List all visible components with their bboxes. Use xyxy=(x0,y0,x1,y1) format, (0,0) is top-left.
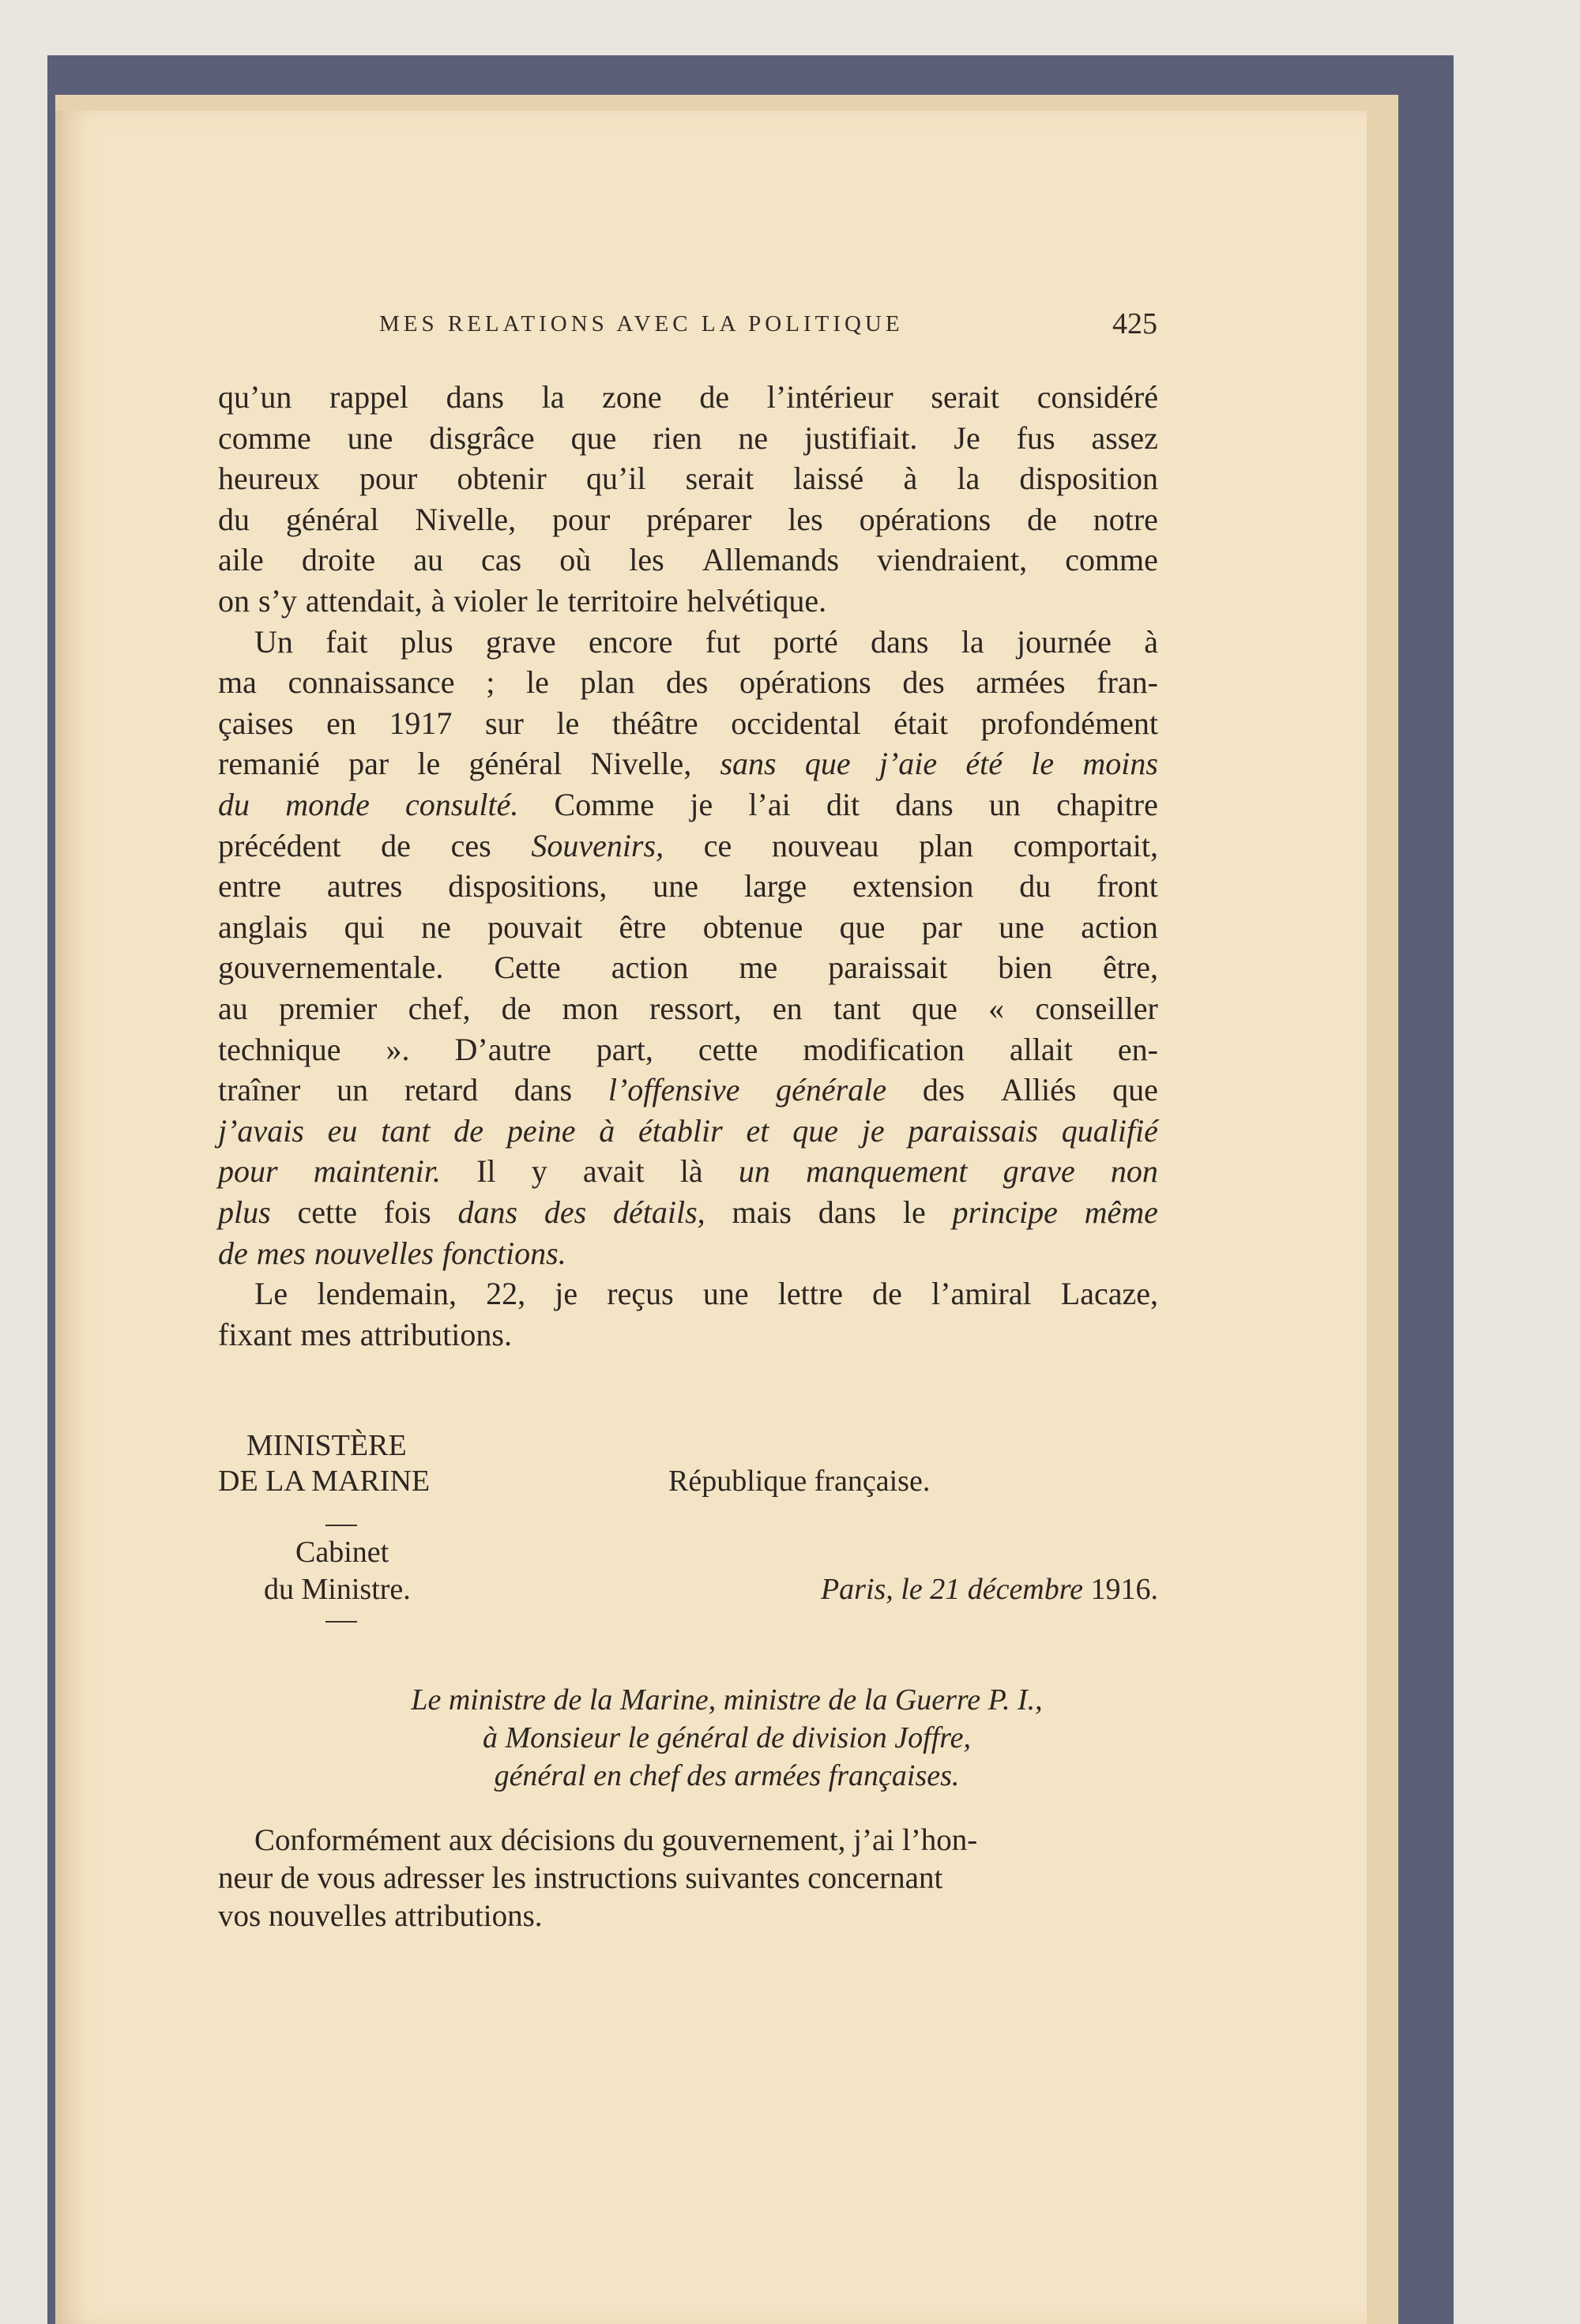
word: pour xyxy=(359,461,418,497)
word: en xyxy=(772,991,803,1026)
word: 22, xyxy=(486,1276,526,1312)
word: fut xyxy=(705,623,741,660)
word: porté xyxy=(773,623,838,660)
word: le xyxy=(536,583,559,619)
ministry-line-1: MINISTÈRE xyxy=(246,1429,407,1462)
text-line xyxy=(218,787,1158,823)
word: là xyxy=(679,1153,703,1190)
word: à xyxy=(431,583,446,619)
word: une xyxy=(702,1276,749,1312)
word: fait xyxy=(325,623,368,660)
word: la xyxy=(541,379,565,415)
word: anglais xyxy=(218,908,308,945)
text-line xyxy=(218,705,1158,742)
word: à xyxy=(1144,623,1158,660)
italic-word: j’avais xyxy=(218,1112,304,1149)
word: dans xyxy=(818,1194,877,1230)
word: bien xyxy=(998,950,1053,986)
italic-word: qualifié xyxy=(1061,1112,1158,1149)
italic-word: que xyxy=(792,1112,838,1149)
word: technique xyxy=(218,1031,341,1067)
word: qu’il xyxy=(585,461,646,497)
word: violer xyxy=(453,583,528,619)
word: gouvernementale. xyxy=(218,950,444,986)
word: qui xyxy=(344,908,385,945)
word: fois xyxy=(383,1194,431,1230)
word: en xyxy=(326,705,356,741)
text-line xyxy=(218,542,1158,578)
word: retard xyxy=(404,1072,479,1108)
word: paraissait xyxy=(828,950,948,986)
word: connaissance xyxy=(288,664,455,701)
italic-word: Souvenirs, xyxy=(531,827,664,863)
word: que xyxy=(912,991,957,1026)
word: justifiait. xyxy=(804,419,918,456)
word: Nivelle, xyxy=(415,501,517,537)
word: action xyxy=(611,950,689,986)
word: de xyxy=(699,379,730,415)
address-line: général en chef des armées françaises. xyxy=(494,1759,960,1792)
word: Alliés xyxy=(1000,1072,1077,1108)
word: armées xyxy=(976,664,1066,701)
divider xyxy=(325,1621,357,1623)
word: ce xyxy=(703,827,732,863)
text-line xyxy=(218,746,1158,782)
word: Comme xyxy=(554,787,655,822)
word: mes xyxy=(300,1316,352,1352)
word: l’intérieur xyxy=(766,379,893,415)
word: extension xyxy=(852,868,974,904)
word: y xyxy=(531,1153,547,1190)
closing-line xyxy=(218,1899,1158,1934)
word: çaises xyxy=(218,705,294,741)
text-line xyxy=(218,1317,1158,1353)
word: dans xyxy=(446,379,504,415)
ministry-line-2: DE LA MARINE xyxy=(218,1465,431,1498)
word: lettre xyxy=(777,1276,843,1312)
word: plus xyxy=(400,623,453,660)
word: comportait, xyxy=(1013,827,1158,863)
text-line xyxy=(254,1276,1158,1312)
word: front xyxy=(1097,868,1158,904)
word: chapitre xyxy=(1056,787,1158,822)
text-line xyxy=(218,828,1158,864)
page-number: 425 xyxy=(1112,307,1157,340)
word: territoire xyxy=(567,583,679,619)
word: dans xyxy=(871,623,929,660)
italic-word: un xyxy=(738,1153,770,1190)
word: par xyxy=(921,908,962,945)
text-line xyxy=(218,991,1158,1027)
word: conseiller xyxy=(1035,991,1158,1026)
word: où xyxy=(559,542,592,578)
word: par xyxy=(348,746,389,782)
word: dit xyxy=(826,787,860,822)
word: le xyxy=(525,664,549,701)
word: obtenue xyxy=(702,908,803,945)
word: en- xyxy=(1117,1031,1158,1067)
word: heureux xyxy=(218,461,320,497)
word: du xyxy=(1019,868,1051,904)
word: mais xyxy=(732,1194,792,1230)
word: sur xyxy=(484,705,524,741)
word: général xyxy=(468,746,562,782)
word: disgrâce xyxy=(429,419,535,456)
italic-word: à xyxy=(599,1112,615,1149)
word: nouveau xyxy=(771,827,879,863)
republic-label: République française. xyxy=(668,1465,931,1498)
italic-word: peine xyxy=(506,1112,576,1149)
word: disposition xyxy=(1019,461,1158,497)
word: rappel xyxy=(329,379,408,415)
word: des xyxy=(666,664,709,701)
italic-word: le xyxy=(1031,746,1055,782)
word: de xyxy=(872,1276,902,1312)
text-line xyxy=(218,1194,1158,1231)
word: Un xyxy=(254,623,293,660)
word: fran- xyxy=(1097,664,1158,701)
italic-word: mes xyxy=(256,1235,306,1271)
word: journée xyxy=(1016,623,1112,660)
word: 1917 xyxy=(389,705,453,741)
word: l’ai xyxy=(748,787,791,822)
word: considéré xyxy=(1036,379,1158,415)
italic-word: établir xyxy=(638,1112,723,1149)
word: fus xyxy=(1016,419,1055,456)
text-line xyxy=(218,1235,1158,1272)
word: assez xyxy=(1091,419,1158,456)
word: ces xyxy=(450,827,491,863)
word: chef, xyxy=(408,991,471,1026)
italic-word: de xyxy=(218,1235,248,1271)
italic-word: détails, xyxy=(613,1194,705,1230)
word: que xyxy=(839,908,886,945)
word: serait xyxy=(685,461,754,497)
word: Nivelle, xyxy=(590,746,692,782)
word: une xyxy=(999,908,1044,945)
closing-text: vos nouvelles attributions. xyxy=(218,1899,543,1933)
word: modification xyxy=(803,1031,965,1067)
word: Je xyxy=(954,419,980,456)
text-line xyxy=(218,950,1158,986)
word: je xyxy=(690,787,713,822)
word: profondément xyxy=(980,705,1158,741)
word: attendait, xyxy=(305,583,423,619)
word: au xyxy=(413,542,443,578)
divider xyxy=(325,1525,357,1526)
word: encore xyxy=(588,623,673,660)
word: du xyxy=(218,501,250,537)
word: action xyxy=(1081,908,1158,945)
word: de xyxy=(501,991,532,1026)
word: Le xyxy=(254,1276,288,1312)
word: Cette xyxy=(494,950,561,986)
word: large xyxy=(743,868,807,904)
word: ma xyxy=(218,664,257,701)
italic-word: fonctions. xyxy=(442,1235,566,1271)
text-line xyxy=(218,379,1158,416)
italic-word: de xyxy=(453,1112,484,1149)
text-line xyxy=(218,583,1158,619)
italic-word: des xyxy=(544,1194,587,1230)
word: allait xyxy=(1009,1031,1073,1067)
word: préparer xyxy=(646,501,752,537)
word: premier xyxy=(279,991,378,1026)
word: un xyxy=(337,1072,369,1108)
word: plan xyxy=(580,664,635,701)
word: Allemands xyxy=(702,542,840,578)
word: était xyxy=(893,705,949,741)
word: part, xyxy=(596,1031,653,1067)
word: une xyxy=(347,419,393,456)
word: notre xyxy=(1093,501,1158,537)
italic-word: du xyxy=(218,787,250,822)
closing-line xyxy=(218,1861,1158,1896)
word: ne xyxy=(421,908,451,945)
word: je xyxy=(555,1276,578,1312)
italic-word: moins xyxy=(1082,746,1158,782)
word: comme xyxy=(218,419,311,456)
word: Il xyxy=(476,1153,496,1190)
italic-word: pour xyxy=(218,1153,278,1190)
text-line xyxy=(218,1153,1158,1190)
italic-word: eu xyxy=(327,1112,358,1149)
word: le xyxy=(417,746,441,782)
word: le xyxy=(902,1194,926,1230)
cabinet-line-1: Cabinet xyxy=(295,1536,389,1569)
italic-word: sans xyxy=(720,746,777,782)
word: reçus xyxy=(607,1276,674,1312)
date-place: Paris, le 21 décembre xyxy=(820,1573,1083,1606)
italic-word: été xyxy=(965,746,1003,782)
word: entre xyxy=(218,868,281,904)
address-line: Le ministre de la Marine, ministre de la Guerre P. I., xyxy=(411,1683,1043,1717)
word: cas xyxy=(481,542,522,578)
word: attributions. xyxy=(359,1316,512,1352)
italic-word: principe xyxy=(952,1194,1058,1230)
word: opérations xyxy=(859,501,991,537)
word: rien xyxy=(653,419,702,456)
word: dispositions, xyxy=(448,868,608,904)
word: on xyxy=(218,583,250,619)
letter-date xyxy=(821,1572,1158,1607)
text-line xyxy=(218,1113,1158,1149)
text-line xyxy=(218,909,1158,946)
closing-text: neur de vous adresser les instructions suivantes concernant xyxy=(218,1861,943,1895)
word: de xyxy=(381,827,411,863)
word: zone xyxy=(602,379,662,415)
word: obtenir xyxy=(457,461,547,497)
text-line xyxy=(218,664,1158,701)
word: grave xyxy=(485,623,556,660)
word: de xyxy=(1027,501,1057,537)
word: au xyxy=(218,991,248,1026)
word: s’y xyxy=(258,583,297,619)
word: le xyxy=(556,705,580,741)
italic-word: grave xyxy=(1003,1153,1075,1190)
italic-word: générale xyxy=(776,1072,887,1108)
date-year: 1916. xyxy=(1090,1573,1158,1606)
word: dans xyxy=(514,1072,573,1108)
word: « xyxy=(988,991,1005,1026)
italic-word: et xyxy=(746,1112,769,1149)
word: être xyxy=(619,908,667,945)
text-line xyxy=(218,502,1158,538)
word: les xyxy=(629,542,664,578)
word: opérations xyxy=(739,664,871,701)
word: me xyxy=(739,950,778,986)
word: les xyxy=(788,501,823,537)
word: remanié xyxy=(218,746,320,782)
word: cette xyxy=(698,1031,758,1067)
word: des xyxy=(922,1072,965,1108)
italic-word: monde xyxy=(285,787,370,822)
word: à xyxy=(903,461,918,497)
word: Lacaze, xyxy=(1060,1276,1158,1312)
word: que xyxy=(570,419,617,456)
text-line xyxy=(218,420,1158,457)
word: traîner xyxy=(218,1072,301,1108)
italic-word: manquement xyxy=(806,1153,968,1190)
word: la xyxy=(961,623,984,660)
word: la xyxy=(957,461,980,497)
word: aile xyxy=(218,542,264,578)
italic-word: consulté. xyxy=(405,787,519,822)
word: mon xyxy=(562,991,619,1026)
word: laissé xyxy=(793,461,864,497)
italic-word: non xyxy=(1110,1153,1158,1190)
word: droite xyxy=(301,542,376,578)
italic-word: j’aie xyxy=(878,746,938,782)
italic-word: nouvelles xyxy=(314,1235,434,1271)
italic-word: plus xyxy=(218,1194,271,1230)
word: une xyxy=(653,868,699,904)
word: viendraient, xyxy=(877,542,1028,578)
word: ressort, xyxy=(649,991,742,1026)
word: serait xyxy=(931,379,1000,415)
italic-word: même xyxy=(1084,1194,1158,1230)
word: précédent xyxy=(218,827,341,863)
word: D’autre xyxy=(454,1031,551,1067)
italic-word: que xyxy=(804,746,851,782)
running-title: MES RELATIONS AVEC LA POLITIQUE xyxy=(379,311,904,337)
word: ». xyxy=(386,1031,410,1067)
word: un xyxy=(988,787,1021,822)
closing-line xyxy=(254,1823,1158,1858)
word: avait xyxy=(582,1153,645,1190)
address-line: à Monsieur le général de division Joffre, xyxy=(482,1721,972,1754)
word: être, xyxy=(1103,950,1158,986)
closing-text: Conformément aux décisions du gouvernement, j’ai l’hon- xyxy=(254,1823,978,1857)
italic-word: l’offensive xyxy=(608,1072,740,1108)
italic-word: dans xyxy=(457,1194,518,1230)
word: dans xyxy=(895,787,954,822)
cabinet-line-2: du Ministre. xyxy=(264,1573,411,1606)
text-line xyxy=(218,1032,1158,1068)
word: ; xyxy=(486,664,495,701)
word: tant xyxy=(833,991,881,1026)
italic-word: tant xyxy=(381,1112,431,1149)
word: comme xyxy=(1065,542,1158,578)
word: autres xyxy=(326,868,403,904)
text-line xyxy=(218,1072,1158,1108)
word: occidental xyxy=(731,705,861,741)
italic-word: paraissais xyxy=(908,1112,1038,1149)
italic-word: je xyxy=(861,1112,885,1149)
word: ne xyxy=(738,419,769,456)
text-line xyxy=(218,868,1158,904)
word: théâtre xyxy=(611,705,698,741)
italic-word: maintenir. xyxy=(313,1153,441,1190)
word: pouvait xyxy=(487,908,583,945)
text-line xyxy=(254,624,1158,660)
word: général xyxy=(285,501,379,537)
word: des xyxy=(902,664,945,701)
word: cette xyxy=(297,1194,357,1230)
word: que xyxy=(1112,1072,1158,1108)
word: plan xyxy=(919,827,973,863)
word: fixant xyxy=(218,1316,292,1352)
word: helvétique. xyxy=(687,583,827,619)
word: l’amiral xyxy=(931,1276,1032,1312)
word: pour xyxy=(552,501,611,537)
word: lendemain, xyxy=(317,1276,457,1312)
text-line xyxy=(218,461,1158,497)
word: qu’un xyxy=(218,379,292,415)
